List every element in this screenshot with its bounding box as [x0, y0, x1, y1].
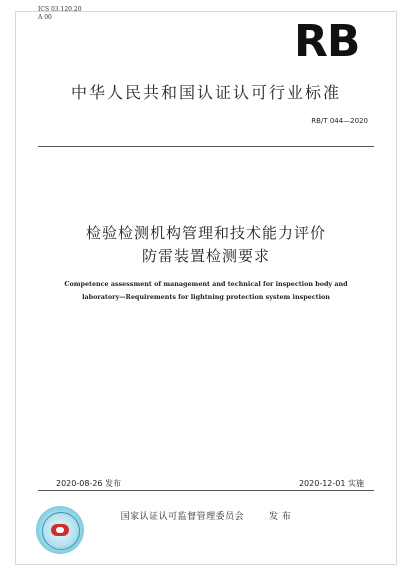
- issuer-line: [0, 509, 412, 522]
- ics-codes: [38, 6, 82, 22]
- issuer-name: 国家认证认可监督管理委员会: [120, 512, 245, 522]
- standard-number: RB/T 044—2020: [311, 117, 368, 125]
- issuer-action: 发 布: [268, 512, 292, 522]
- rb-logo: [294, 16, 368, 67]
- classification-code: A 00: [38, 14, 52, 21]
- title-zh-line1: 检验检测机构管理和技术能力评价: [85, 224, 326, 242]
- issue-date: 2020-08-26 发布: [56, 479, 122, 488]
- implement-date: 2020-12-01 实施: [298, 479, 364, 488]
- seal-mark: [51, 524, 69, 536]
- title-en-line1: Competence assessment of management and technical for inspection body and: [64, 280, 348, 288]
- bottom-divider: [38, 490, 374, 491]
- industry-standard-title: 中华人民共和国认证认可行业标准: [70, 83, 341, 102]
- title-en-line2: laboratory—Requirements for lightning protection system inspection: [82, 293, 330, 301]
- rb-logo-text: RB: [294, 16, 360, 67]
- title-zh-line2: 防雷装置检测要求: [141, 247, 270, 265]
- ics-code: ICS 03.120.20: [38, 6, 82, 13]
- top-divider: [38, 146, 374, 147]
